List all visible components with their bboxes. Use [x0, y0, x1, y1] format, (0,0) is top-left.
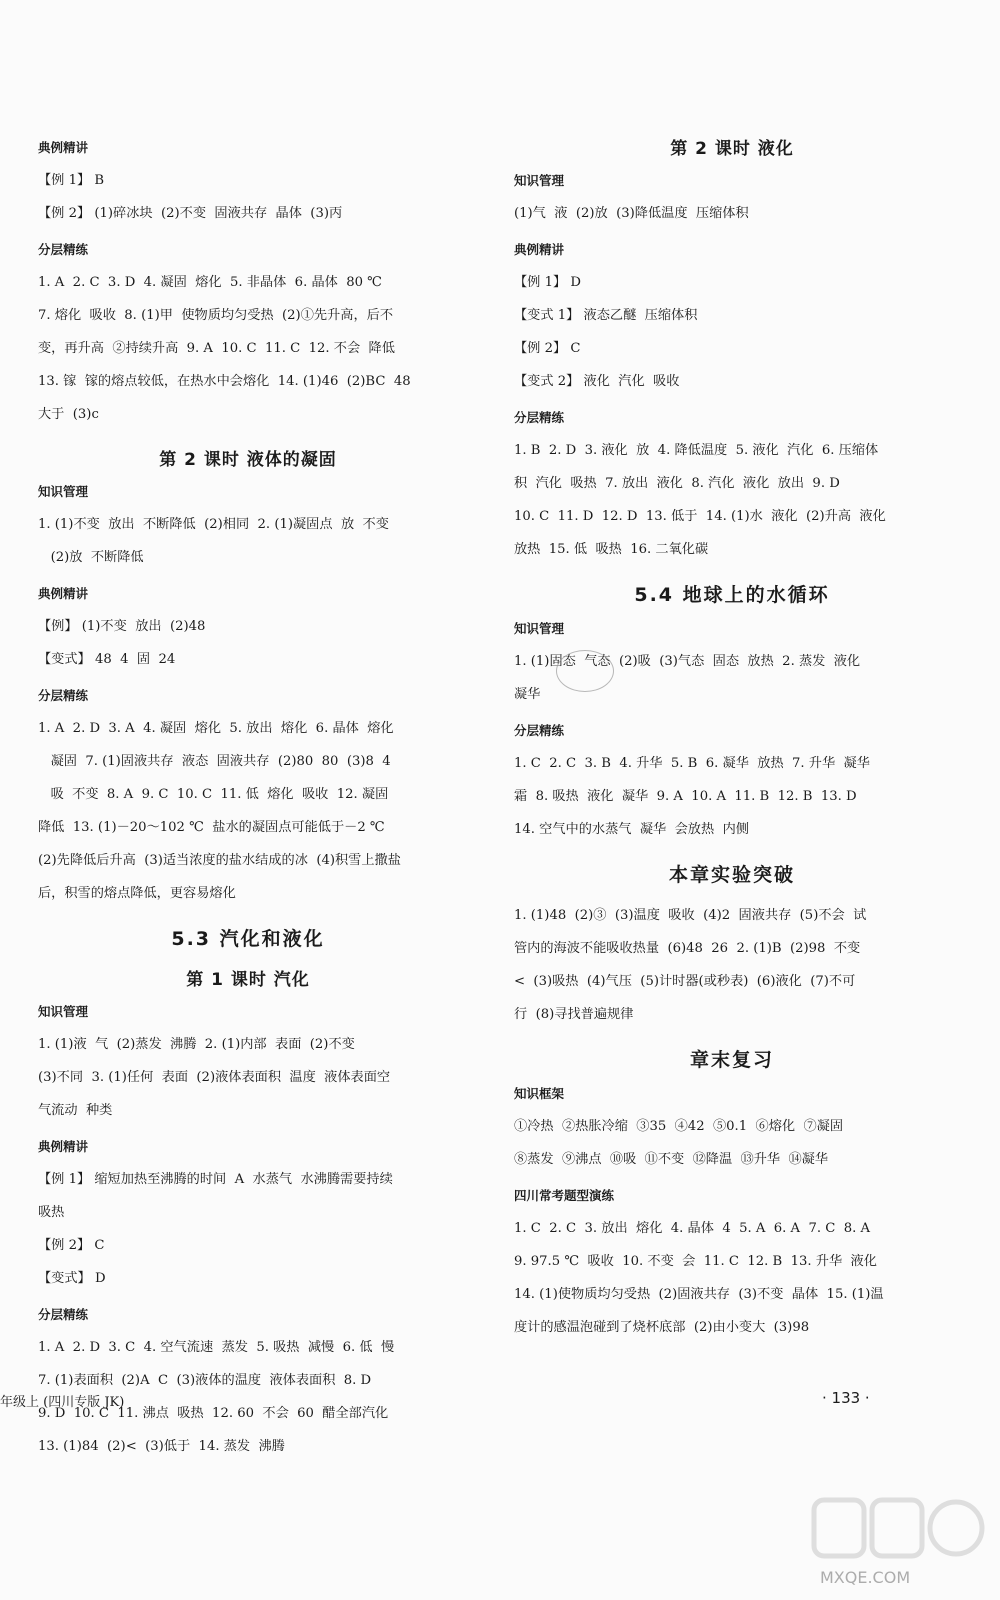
section-label: 知识管理 [514, 621, 565, 636]
answer-line: 【变式 2】 液化 汽化 吸收 [514, 374, 680, 389]
footer-book-info: 年级上 (四川专版 JK) [0, 1395, 125, 1410]
answer-line: 13. (1)84 (2)< (3)低于 14. 蒸发 沸腾 [38, 1439, 285, 1454]
answer-line: 【例 1】 D [514, 275, 581, 290]
section-heading: 第 2 课时 液化 [670, 139, 794, 159]
answer-line: 【例】 (1)不变 放出 (2)48 [38, 619, 206, 634]
answer-line: 1. A 2. C 3. D 4. 凝固 熔化 5. 非晶体 6. 晶体 80 ℃ [38, 275, 382, 290]
stamp-mark [556, 650, 614, 692]
answer-line: 13. 镓 镓的熔点较低，在热水中会熔化 14. (1)46 (2)BC 48 [38, 374, 411, 389]
answer-line: (3)不同 3. (1)任何 表面 (2)液体表面积 温度 液体表面空 [38, 1070, 391, 1085]
answer-line: 7. 熔化 吸收 8. (1)甲 使物质均匀受热 (2)①先升高，后不 [38, 308, 394, 323]
page-number: · 133 · [822, 1389, 870, 1407]
answer-line: 【变式】 48 4 固 24 [38, 652, 176, 667]
section-label: 分层精练 [514, 723, 565, 738]
answer-line: 积 汽化 吸热 7. 放出 液化 8. 汽化 液化 放出 9. D [514, 476, 840, 491]
answer-line: 1. C 2. C 3. B 4. 升华 5. B 6. 凝华 放热 7. 升华 凝华 [514, 756, 870, 771]
answer-line: 1. B 2. D 3. 液化 放 4. 降低温度 5. 液化 汽化 6. 压缩体 [514, 443, 879, 458]
section-heading: 第 1 课时 汽化 [186, 970, 310, 990]
answer-line: 9. D 10. C 11. 沸点 吸热 12. 60 不会 60 醋全部汽化 [38, 1406, 389, 1421]
chapter-heading: 5.3 汽化和液化 [171, 928, 325, 950]
answer-line: 凝华 [514, 687, 541, 702]
section-label: 知识管理 [38, 484, 89, 499]
answer-line: 吸热 [38, 1205, 65, 1220]
answer-line: 【变式 1】 液态乙醚 压缩体积 [514, 308, 698, 323]
answer-line: 7. (1)表面积 (2)A C (3)液体的温度 液体表面积 8. D [38, 1373, 372, 1388]
answer-line: 1. (1)48 (2)③ (3)温度 吸收 (4)2 固液共存 (5)不会 试 [514, 908, 867, 923]
answer-line: 吸 不变 8. A 9. C 10. C 11. 低 熔化 吸收 12. 凝固 [38, 787, 389, 802]
answer-line: 管内的海波不能吸收热量 (6)48 26 2. (1)B (2)98 不变 [514, 941, 861, 956]
answer-line: (1)气 液 (2)放 (3)降低温度 压缩体积 [514, 206, 749, 221]
answer-line: 1. (1)固态 气态 (2)吸 (3)气态 固态 放热 2. 蒸发 液化 [514, 654, 861, 669]
answer-line: ⑧蒸发 ⑨沸点 ⑩吸 ⑪不变 ⑫降温 ⑬升华 ⑭凝华 [514, 1152, 829, 1167]
answer-line: ①冷热 ②热胀冷缩 ③35 ④42 ⑤0.1 ⑥熔化 ⑦凝固 [514, 1119, 844, 1134]
answer-line: 1. C 2. C 3. 放出 熔化 4. 晶体 4 5. A 6. A 7. C 8. A [514, 1221, 871, 1236]
answer-line: 霜 8. 吸热 液化 凝华 9. A 10. A 11. B 12. B 13. D [514, 789, 857, 804]
answer-line: 1. (1)液 气 (2)蒸发 沸腾 2. (1)内部 表面 (2)不变 [38, 1037, 355, 1052]
section-label: 分层精练 [514, 410, 565, 425]
section-label: 典例精讲 [514, 242, 565, 257]
section-label: 分层精练 [38, 242, 89, 257]
answer-line: < (3)吸热 (4)气压 (5)计时器(或秒表) (6)液化 (7)不可 [514, 974, 856, 989]
answer-line: 放热 15. 低 吸热 16. 二氧化碳 [514, 542, 709, 557]
answer-line: 后，积雪的熔点降低，更容易熔化 [38, 886, 236, 901]
answer-line: 行 (8)寻找普遍规律 [514, 1007, 634, 1022]
answer-line: 变，再升高 ②持续升高 9. A 10. C 11. C 12. 不会 降低 [38, 341, 395, 356]
answer-line: 1. (1)不变 放出 不断降低 (2)相同 2. (1)凝固点 放 不变 [38, 517, 389, 532]
chapter-heading: 章末复习 [689, 1049, 774, 1071]
answer-line: 1. A 2. D 3. A 4. 凝固 熔化 5. 放出 熔化 6. 晶体 熔化 [38, 721, 394, 736]
answer-line: 气流动 种类 [38, 1103, 113, 1118]
answer-line: 1. A 2. D 3. C 4. 空气流速 蒸发 5. 吸热 减慢 6. 低 慢 [38, 1340, 395, 1355]
watermark-text: MXQE.COM [820, 1568, 911, 1587]
answer-line: 凝固 7. (1)固液共存 液态 固液共存 (2)80 80 (3)8 4 [38, 754, 391, 769]
answer-line: 降低 13. (1)－20～102 ℃ 盐水的凝固点可能低于－2 ℃ [38, 820, 385, 835]
answer-line: 14. (1)使物质均匀受热 (2)固液共存 (3)不变 晶体 15. (1)温 [514, 1287, 884, 1302]
answer-line: 【变式】 D [38, 1271, 106, 1286]
section-label: 知识管理 [514, 173, 565, 188]
section-label: 知识管理 [38, 1004, 89, 1019]
section-label: 知识框架 [514, 1086, 565, 1101]
section-label: 典例精讲 [38, 586, 89, 601]
answer-line: 14. 空气中的水蒸气 凝华 会放热 内侧 [514, 822, 749, 837]
answer-line: 【例 1】 B [38, 173, 105, 188]
chapter-heading: 5.4 地球上的水循环 [634, 584, 830, 606]
answer-line: 大于 (3)c [38, 407, 99, 422]
answer-line: 【例 2】 (1)碎冰块 (2)不变 固液共存 晶体 (3)丙 [38, 206, 343, 221]
section-label: 四川常考题型演练 [514, 1188, 615, 1203]
right-column [514, 128, 950, 1344]
answer-line: 度计的感温泡碰到了烧杯底部 (2)由小变大 (3)98 [514, 1320, 810, 1335]
answer-line: 【例 2】 C [38, 1238, 105, 1253]
answer-line: 【例 2】 C [514, 341, 581, 356]
answer-line: (2)放 不断降低 [38, 550, 144, 565]
section-label: 分层精练 [38, 1307, 89, 1322]
section-label: 典例精讲 [38, 1139, 89, 1154]
chapter-heading: 本章实验突破 [668, 864, 795, 886]
answer-line: 【例 1】 缩短加热至沸腾的时间 A 水蒸气 水沸腾需要持续 [38, 1172, 393, 1187]
section-label: 分层精练 [38, 688, 89, 703]
section-heading: 第 2 课时 液体的凝固 [159, 450, 337, 470]
answer-line: 9. 97.5 ℃ 吸收 10. 不变 会 11. C 12. B 13. 升华 液化 [514, 1254, 877, 1269]
answer-line: (2)先降低后升高 (3)适当浓度的盐水结成的冰 (4)积雪上撒盐 [38, 853, 401, 868]
answer-line: 10. C 11. D 12. D 13. 低于 14. (1)水 液化 (2)升高 液化 [514, 509, 886, 524]
section-label: 典例精讲 [38, 140, 89, 155]
left-column [38, 128, 458, 1463]
